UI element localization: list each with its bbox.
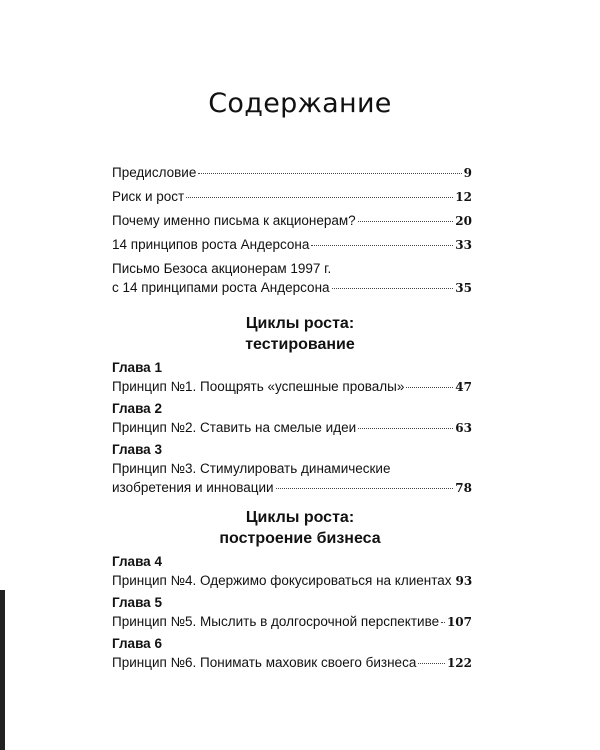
leader-dots [198, 173, 461, 174]
leader-dots [441, 622, 445, 623]
page-number: 63 [455, 421, 472, 435]
page-number: 33 [455, 238, 472, 252]
leader-dots [311, 245, 453, 246]
page-edge-shadow [0, 590, 5, 750]
entry-text: изобретения и инновации [112, 480, 274, 495]
entry-text: Риск и рост [112, 189, 185, 204]
toc-chapter-3[interactable] [112, 440, 472, 498]
leader-dots [358, 221, 454, 222]
page-number: 9 [463, 166, 472, 180]
toc-chapter-6[interactable] [112, 634, 472, 673]
entry-text-line1: Письмо Безоса акционерам 1997 г. [112, 261, 332, 276]
entry-text: Принцип №6. Понимать маховик своего бизнеса [112, 655, 417, 670]
toc-entry-preface[interactable] [112, 163, 472, 183]
chapter-label: Глава 5 [112, 595, 162, 610]
chapter-label: Глава 2 [112, 401, 162, 416]
chapter-label: Глава 1 [112, 360, 162, 375]
toc-entry-principles[interactable] [112, 235, 472, 255]
page-number: 78 [455, 481, 472, 495]
entry-text: Принцип №1. Поощрять «успешные провалы» [112, 379, 405, 394]
section-line1: Циклы роста: [245, 509, 355, 526]
leader-dots [418, 663, 445, 664]
section-line2: построение бизнеса [219, 530, 381, 547]
entry-text-line1: Принцип №3. Стимулировать динамические [112, 461, 391, 476]
entry-text: Предисловие [112, 165, 197, 180]
entry-text: Принцип №2. Ставить на смелые идеи [112, 420, 357, 435]
toc-chapter-5[interactable] [112, 593, 472, 632]
entry-text: с 14 принципами роста Андерсона [112, 280, 330, 295]
leader-dots [186, 197, 453, 198]
page-number: 107 [446, 615, 472, 629]
entry-text: Почему именно письма к акционерам? [112, 213, 356, 228]
toc-chapter-4[interactable] [112, 552, 472, 591]
section-heading-testing [0, 313, 600, 355]
leader-dots [276, 488, 454, 489]
toc-chapter-1[interactable] [112, 358, 472, 397]
page-number: 122 [446, 656, 472, 670]
toc-entry-letters[interactable] [112, 211, 472, 231]
page-number: 20 [455, 214, 472, 228]
page-number: 47 [455, 380, 472, 394]
toc-entry-bezos-letter[interactable] [112, 259, 472, 298]
entry-text: 14 принципов роста Андерсона [112, 237, 310, 252]
section-heading-business [0, 507, 600, 549]
chapter-label: Глава 3 [112, 442, 162, 457]
leader-dots [406, 387, 453, 388]
page-number: 35 [455, 281, 472, 295]
section-line2: тестирование [245, 336, 355, 353]
toc-entry-risk[interactable] [112, 187, 472, 207]
section-line1: Циклы роста: [245, 315, 355, 332]
page-number: 12 [455, 190, 472, 204]
leader-dots [332, 288, 454, 289]
leader-dots [358, 428, 453, 429]
entry-text: Принцип №5. Мыслить в долгосрочной перспективе [112, 614, 440, 629]
entry-text: Принцип №4. Одержимо фокусироваться на клиентах [112, 573, 452, 588]
chapter-label: Глава 6 [112, 636, 162, 651]
page-title: Содержание [208, 88, 392, 119]
chapter-label: Глава 4 [112, 554, 162, 569]
toc-chapter-2[interactable] [112, 399, 472, 438]
page-number: 93 [455, 574, 473, 588]
